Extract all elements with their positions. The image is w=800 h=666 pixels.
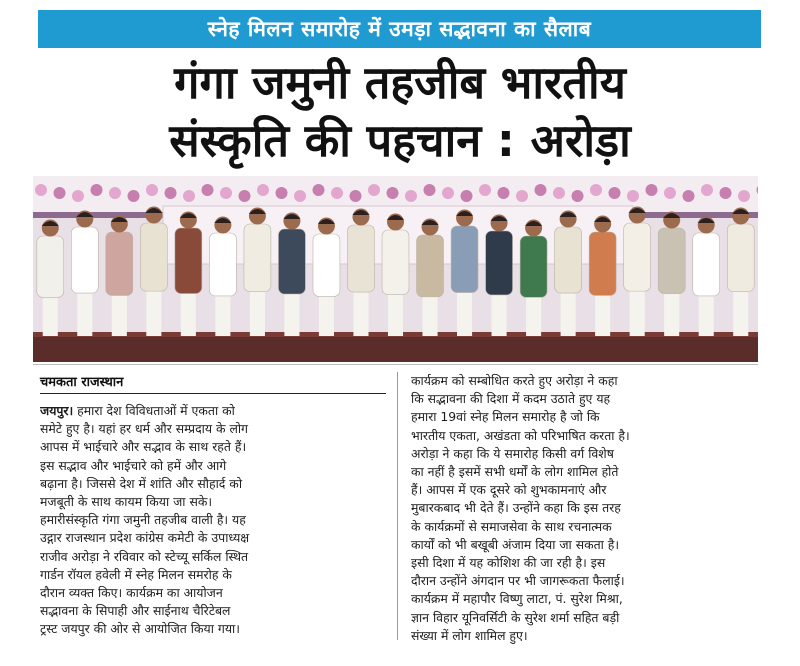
garland-flower — [313, 184, 325, 196]
article-line: इसी दिशा में यह कोशिश की जा रही है। इस — [411, 555, 606, 571]
headline — [30, 54, 770, 170]
article-line: कि सद्भावना की दिशा में कदम उठाते हुए यह — [411, 391, 611, 407]
person-legs — [733, 287, 748, 336]
person-legs — [319, 290, 334, 336]
article-line: हमारा 19वां स्नेह मिलन समारोह है जो कि — [411, 409, 600, 425]
article-column-right — [411, 372, 759, 642]
article-line: संख्या में लोग शामिल हुए। — [411, 627, 528, 643]
person-body — [313, 234, 340, 296]
person-legs — [699, 290, 714, 336]
article-line: हमारीसंस्कृति गंगा जमुनी तहजीब वाली है। यह — [40, 512, 246, 528]
person-legs — [457, 287, 472, 336]
article-line: दौरान व्यक्त किए। कार्यक्रम का आयोजन — [40, 585, 223, 601]
article-line: हैं। आपस में एक दूसरे को शुभकामनाएं और — [411, 482, 607, 498]
person-body — [693, 233, 720, 296]
column-divider — [397, 372, 398, 640]
garland-flower — [257, 184, 269, 196]
garland-flower — [683, 190, 695, 202]
article-line: भारतीय एकता, अखंडता को परिभाषित करता है। — [411, 427, 630, 443]
person-body — [382, 230, 409, 294]
person-legs — [630, 286, 645, 336]
garland-flower — [646, 184, 658, 196]
person-legs — [77, 288, 92, 336]
person-body — [140, 223, 167, 291]
person-legs — [250, 287, 265, 336]
person-body — [555, 227, 582, 293]
garland-flower — [461, 190, 473, 202]
person-legs — [146, 286, 161, 336]
article-line: का नहीं है इसमें सभी धर्मों के लोग शामिल होते — [411, 464, 619, 480]
garland-flower — [498, 187, 510, 199]
garland-flower — [331, 187, 343, 199]
person-legs — [284, 289, 299, 337]
garland-flower — [535, 184, 547, 196]
article-line: जयपुर। हमारा देश विविधताओं में एकता को — [40, 403, 235, 418]
garland-flower — [220, 187, 232, 199]
article-line: ट्रस्ट जयपुर की ओर से आयोजित किया गया। — [40, 621, 240, 637]
person-body — [658, 228, 685, 294]
photo-bottom-rule — [33, 364, 758, 365]
garland-flower — [590, 184, 602, 196]
garland-flower — [572, 190, 584, 202]
article-line: अरोड़ा ने कहा कि ये समारोह किसी वर्ग विशेष — [411, 445, 614, 461]
person-body — [37, 236, 64, 297]
person-legs — [595, 290, 610, 336]
headline-line-2: संस्कृति की पहचान : अरोड़ा — [169, 114, 631, 167]
garland-flower — [72, 190, 84, 202]
garland-flower — [424, 184, 436, 196]
byline: चमकता राजस्थान — [40, 372, 386, 394]
person-legs — [388, 289, 403, 336]
garland-flower — [720, 187, 732, 199]
person-body — [209, 233, 236, 296]
person-body — [589, 232, 616, 295]
person-body — [244, 224, 271, 292]
article-line: राजीव अरोड़ा ने रविवार को स्टेच्यू सर्किल स्थित — [40, 548, 249, 564]
group-photo — [33, 176, 758, 362]
garland-flower — [146, 184, 158, 196]
garland-flower — [202, 184, 214, 196]
garland-flower — [165, 187, 177, 199]
person-body — [175, 228, 202, 294]
garland-flower — [516, 190, 528, 202]
person-legs — [526, 291, 541, 336]
garland-flower — [35, 184, 47, 196]
article-line: समेटे हुए है। यहां हर धर्म और सम्प्रदाय के लोग — [40, 421, 249, 437]
article-line: मुबारकबाद भी देते हैं। उन्होंने कहा कि इस तरह — [411, 500, 621, 516]
person-body — [727, 224, 754, 292]
garland-flower — [91, 184, 103, 196]
person-body — [278, 229, 305, 294]
article-line: दौरान उन्होंने अंगदान पर भी जागरूकता फैलाई। — [411, 573, 625, 589]
person-legs — [492, 289, 507, 336]
article-line: आपस में भाईचारे और सद्भाव के साथ रहते हैं। — [40, 439, 247, 455]
article-line: कार्यों को भी बखूबी अंजाम दिया जा सकता है। — [411, 536, 620, 552]
person-legs — [561, 288, 576, 336]
garland-flower — [294, 190, 306, 202]
person-body — [624, 223, 651, 291]
person-body — [348, 225, 375, 292]
person-body — [106, 232, 133, 295]
person-legs — [181, 288, 196, 336]
garland-flower — [553, 187, 565, 199]
garland-flower — [239, 190, 251, 202]
garland-flower — [276, 187, 288, 199]
article-column-left — [40, 372, 386, 642]
article-line: ज्ञान विहार यूनिवर्सिटी के सुरेश शर्मा सहित बड़ी — [411, 609, 620, 625]
garland-flower — [442, 187, 454, 199]
person-legs — [664, 288, 679, 336]
garland-flower — [109, 187, 121, 199]
article-line: मजबूती के साथ कायम किया जा सके। — [40, 494, 213, 510]
garland-flower — [387, 187, 399, 199]
garland-flower — [405, 190, 417, 202]
garland-flower — [479, 184, 491, 196]
article-body-left — [40, 402, 386, 639]
garland-flower — [701, 184, 713, 196]
garland-flower — [738, 190, 750, 202]
group-photo-image — [33, 176, 758, 362]
article-line: इस सद्भाव और भाईचारे को हमें और आगे — [40, 457, 227, 473]
garland-flower — [627, 190, 639, 202]
kicker-banner — [38, 10, 761, 48]
garland-flower — [183, 190, 195, 202]
article-body-right — [411, 372, 759, 645]
person-body — [451, 226, 478, 293]
garland-flower — [368, 184, 380, 196]
article-line: उद्गार राजस्थान प्रदेश कांग्रेस कमेटी के उपाध्यक्ष — [40, 530, 250, 546]
person-body — [71, 227, 98, 293]
person-legs — [43, 291, 58, 336]
dateline: जयपुर। — [40, 403, 74, 418]
person-legs — [353, 287, 368, 336]
garland-flower — [350, 190, 362, 202]
person-body — [486, 231, 513, 295]
kicker-text: स्नेह मिलन समारोह में उमड़ा सद्भावना का सैलाब — [207, 17, 592, 41]
article-line: कार्यक्रम में महापौर विष्णु लाटा, पं. सुरेश मिश्रा, — [411, 591, 623, 607]
person-body — [520, 236, 547, 297]
person-legs — [112, 290, 127, 336]
headline-line-1: गंगा जमुनी तहजीब भारतीय — [174, 56, 626, 109]
article-line: के कार्यक्रमों से समाजसेवा के साथ रचनात्मक — [411, 518, 612, 534]
garland-flower — [664, 187, 676, 199]
garland-flower — [609, 187, 621, 199]
person-legs — [215, 290, 230, 336]
person-legs — [422, 291, 437, 336]
article-line: कार्यक्रम को सम्बोधित करते हुए अरोड़ा ने कहा — [411, 373, 618, 388]
garland-flower — [128, 190, 140, 202]
garland-flower — [54, 187, 66, 199]
article-line: गार्डन रॉयल हवेली में स्नेह मिलन समरोह के — [40, 566, 232, 582]
article-line: सद्भावना के सिपाही और साईनाथ चैरिटेबल — [40, 603, 231, 619]
article-line: बढ़ाना है। जिससे देश में शांति और सौहार्द को — [40, 475, 243, 491]
stage-floor — [33, 336, 758, 362]
person-body — [417, 235, 444, 297]
